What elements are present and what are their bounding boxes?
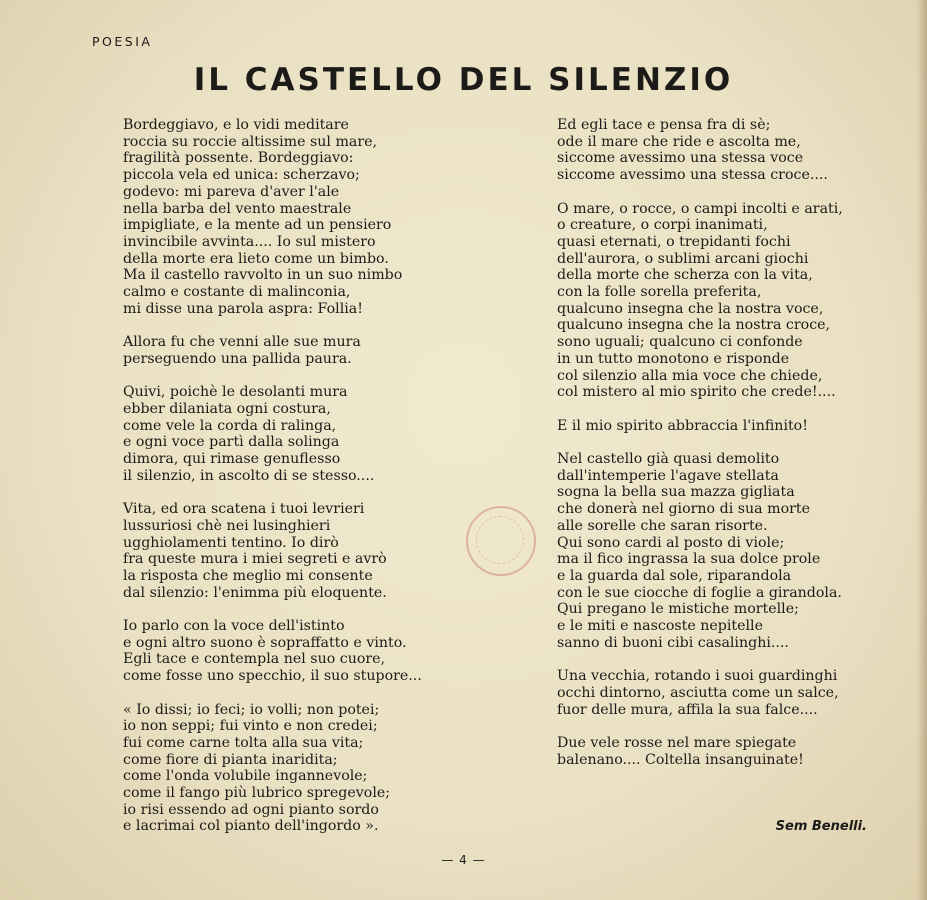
verse-line: quasi eternati, o trepidanti fochi xyxy=(557,233,791,250)
verse-line: io non seppi; fui vinto e non credei; xyxy=(123,718,378,735)
stanza xyxy=(123,334,422,367)
verse-line: Bordeggiavo, e lo vidi meditare xyxy=(123,117,349,133)
verse-line: ode il mare che ride e ascolta me, xyxy=(557,133,801,150)
right-column xyxy=(557,117,843,785)
verse-line: della morte era lieto come un bimbo. xyxy=(123,250,389,267)
verse-line: occhi dintorno, asciutta come un salce, xyxy=(557,684,839,701)
verse-line: col silenzio alla mia voce che chiede, xyxy=(557,367,823,384)
verse-line: e le miti e nascoste nepitelle xyxy=(557,618,763,635)
stanza xyxy=(557,735,843,768)
verse-line: alle sorelle che saran risorte. xyxy=(557,517,768,534)
verse-line: dal silenzio: l'enimma più eloquente. xyxy=(123,584,387,601)
stanza xyxy=(557,418,843,435)
verse-line: ebber dilaniata ogni costura, xyxy=(123,400,331,417)
verse-line: Nel castello già quasi demolito xyxy=(557,451,780,468)
stanza xyxy=(123,618,422,685)
verse-line: nella barba del vento maestrale xyxy=(123,200,352,217)
verse-line: e lacrimai col pianto dell'ingordo ». xyxy=(123,818,379,835)
poem-title: IL CASTELLO DEL SILENZIO xyxy=(193,62,734,98)
verse-line: della morte che scherza con la vita, xyxy=(557,267,813,284)
verse-line: ma il fico ingrassa la sua dolce prole xyxy=(557,551,821,568)
verse-line: il silenzio, in ascolto di se stesso.... xyxy=(123,467,375,484)
verse-line: col mistero al mio spirito che crede!.... xyxy=(557,384,836,401)
stanza xyxy=(123,117,422,317)
verse-line: Qui sono cardi al posto di viole; xyxy=(557,534,785,551)
verse-line: e la guarda dal sole, riparandola xyxy=(557,567,792,584)
verse-line: godevo: mi pareva d'aver l'ale xyxy=(123,183,340,200)
verse-line: dall'intemperie l'agave stellata xyxy=(557,467,779,484)
verse-line: la risposta che meglio mi consente xyxy=(123,567,373,584)
verse-line: sanno di buoni cibi casalinghi.... xyxy=(557,634,789,651)
section-label: POESIA xyxy=(92,34,153,49)
verse-line: Qui pregano le mistiche mortelle; xyxy=(557,601,799,618)
verse-line: che donerà nel giorno di sua morte xyxy=(557,501,810,518)
verse-line: mi disse una parola aspra: Follia! xyxy=(123,300,363,317)
verse-line: roccia su roccie altissime sul mare, xyxy=(123,133,378,150)
verse-line: Io parlo con la voce dell'istinto xyxy=(123,618,345,635)
stanza xyxy=(557,201,843,401)
page-number: — 4 — xyxy=(441,853,486,867)
verse-line: lussuriosi chè nei lusinghieri xyxy=(123,517,331,534)
page-edge-shadow xyxy=(917,0,927,900)
library-stamp xyxy=(466,506,536,576)
verse-line: O mare, o rocce, o campi incolti e arati, xyxy=(557,200,843,217)
verse-line: Due vele rosse nel mare spiegate xyxy=(557,734,797,751)
verse-line: Egli tace e contempla nel suo cuore, xyxy=(123,651,386,668)
verse-line: siccome avessimo una stessa croce.... xyxy=(557,167,828,184)
verse-line: o creature, o corpi inanimati, xyxy=(557,217,768,234)
verse-line: Una vecchia, rotando i suoi guardinghi xyxy=(557,668,838,685)
verse-line: ugghiolamenti tentino. Io dirò xyxy=(123,534,339,551)
verse-line: Ma il castello ravvolto in un suo nimbo xyxy=(123,267,403,284)
verse-line: sono uguali; qualcuno ci confonde xyxy=(557,334,803,351)
stanza xyxy=(123,702,422,836)
verse-line: e ogni voce partì dalla solinga xyxy=(123,434,340,451)
verse-line: fra queste mura i miei segreti e avrò xyxy=(123,551,387,568)
verse-line: Allora fu che venni alle sue mura xyxy=(123,334,361,351)
verse-line: invincibile avvinta.... Io sul mistero xyxy=(123,233,376,250)
left-column xyxy=(123,117,422,852)
verse-line: con la folle sorella preferita, xyxy=(557,284,762,301)
verse-line: dimora, qui rimase genuflesso xyxy=(123,451,341,468)
verse-line: qualcuno insegna che la nostra croce, xyxy=(557,317,831,334)
author-signature: Sem Benelli. xyxy=(775,819,867,834)
verse-line: come fosse uno specchio, il suo stupore... xyxy=(123,668,422,685)
verse-line: siccome avessimo una stessa voce xyxy=(557,150,804,167)
verse-line: in un tutto monotono e risponde xyxy=(557,350,790,367)
verse-line: e ogni altro suono è sopraffatto e vinto. xyxy=(123,634,407,651)
verse-line: perseguendo una pallida paura. xyxy=(123,350,352,367)
verse-line: fragilità possente. Bordeggiavo: xyxy=(123,150,354,167)
verse-line: Ed egli tace e pensa fra di sè; xyxy=(557,117,771,133)
stanza xyxy=(557,451,843,651)
verse-line: piccola vela ed unica: scherzavo; xyxy=(123,167,360,184)
verse-line: come vele la corda di ralinga, xyxy=(123,417,337,434)
verse-line: dell'aurora, o sublimi arcani giochi xyxy=(557,250,809,267)
verse-line: impigliate, e la mente ad un pensiero xyxy=(123,217,392,234)
verse-line: con le sue ciocche di foglie a girandola. xyxy=(557,584,842,601)
verse-line: come fiore di pianta inaridita; xyxy=(123,751,338,768)
verse-line: fui come carne tolta alla sua vita; xyxy=(123,734,364,751)
verse-line: E il mio spirito abbraccia l'infinito! xyxy=(557,417,808,434)
verse-line: come l'onda volubile ingannevole; xyxy=(123,768,368,785)
verse-line: io risi essendo ad ogni pianto sordo xyxy=(123,801,379,818)
stanza xyxy=(123,501,422,601)
stanza xyxy=(123,384,422,484)
verse-line: calmo e costante di malinconia, xyxy=(123,284,351,301)
verse-line: Vita, ed ora scatena i tuoi levrieri xyxy=(123,501,365,518)
stanza xyxy=(557,117,843,184)
verse-line: come il fango più lubrico spregevole; xyxy=(123,785,391,802)
stanza xyxy=(557,668,843,718)
verse-line: Quivi, poichè le desolanti mura xyxy=(123,384,348,401)
verse-line: balenano.... Coltella insanguinate! xyxy=(557,751,804,768)
verse-line: fuor delle mura, affila la sua falce.... xyxy=(557,701,818,718)
verse-line: « Io dissi; io feci; io volli; non potei; xyxy=(123,701,380,718)
verse-line: qualcuno insegna che la nostra voce, xyxy=(557,300,824,317)
verse-line: sogna la bella sua mazza gigliata xyxy=(557,484,795,501)
